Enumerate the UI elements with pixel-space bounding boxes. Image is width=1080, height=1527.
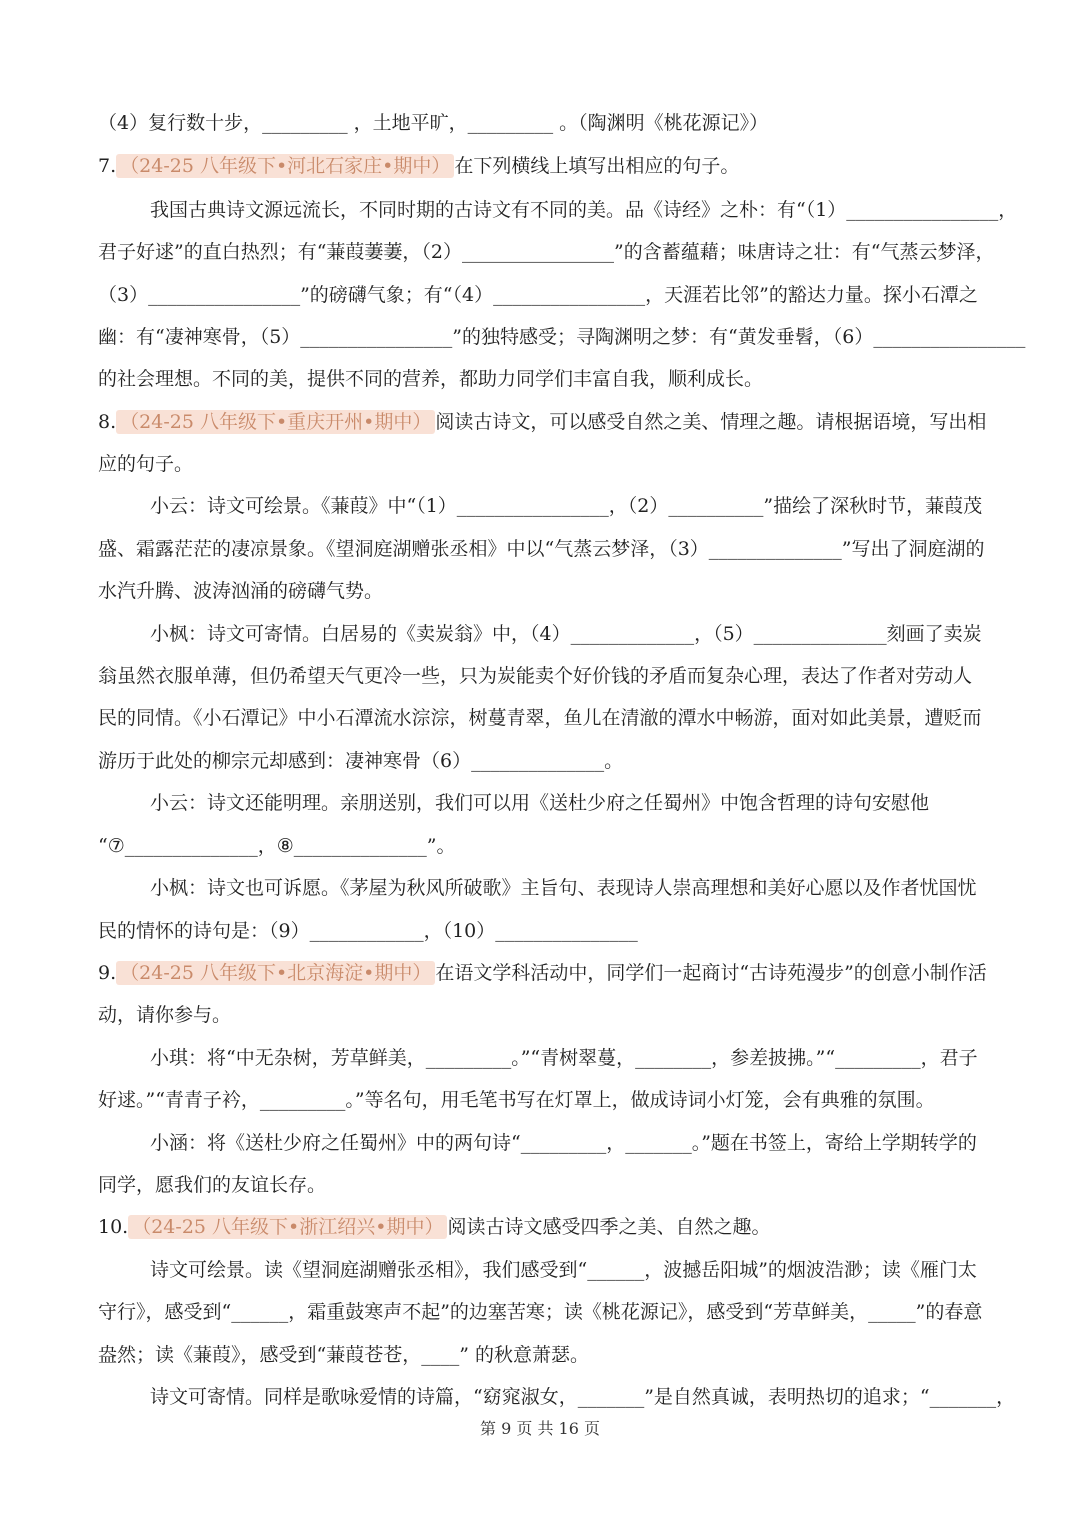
q10-line: 盎然；读《蒹葭》，感受到“蒹葭苍苍，____” 的秋意萧瑟。: [98, 1344, 589, 1366]
q6-line-4: （4）复行数十步，_________ ，土地平旷，_________ 。（陶渊明《桃花源记》）: [98, 112, 769, 134]
q8-line: 水汽升腾、波涛汹涌的磅礴气势。: [98, 580, 384, 602]
q8-line: 民的同情。《小石潭记》中小石潭流水淙淙，树蔓青翠，鱼儿在清澈的潭水中畅游，面对如此美景，遭贬而: [98, 707, 982, 729]
page-number-footer: 第 9 页 共 16 页: [480, 1419, 600, 1438]
q9-line: 好逑。”“青青子衿，_________。”等名句，用毛笔书写在灯罩上，做成诗词小灯笼，会有典雅的氛围。: [98, 1089, 935, 1111]
q9-line: 小涵：将《送杜少府之任蜀州》中的两句诗“_________，_______。”题在书签上，寄给上学期转学的: [150, 1132, 977, 1154]
question-7-heading: [98, 151, 982, 181]
q8-line: 小云：诗文还能明理。亲朋送别，我们可以用《送杜少府之任蜀州》中饱含哲理的诗句安慰他: [150, 792, 930, 814]
q10-line: 诗文可寄情。同样是歌咏爱情的诗篇，“窈窕淑女，_______”是自然真诚，表明热切的追求；“_______，: [150, 1386, 1016, 1408]
q8-line: 小云：诗文可绘景。《蒹葭》中“（1）________________，（2）__________”描绘了深秋时节，蒹葭茂: [150, 495, 983, 517]
question-9-prompt: 在语文学科活动中，同学们一起商讨“古诗苑漫步”的创意小制作活: [435, 962, 987, 984]
question-7-number: 7.: [98, 155, 117, 177]
question-8-prompt: 阅读古诗文，可以感受自然之美、情理之趣。请根据语境，写出相: [435, 411, 987, 433]
q7-para-line: 的社会理想。不同的美，提供不同的营养，都助力同学们丰富自我，顺利成长。: [98, 368, 764, 390]
question-9-number: 9.: [98, 962, 117, 984]
q8-line: 游历于此处的柳宗元却感到：凄神寒骨（6）______________。: [98, 750, 624, 772]
question-7-source-tag: （24-25 八年级下•河北石家庄•期中）: [116, 154, 454, 178]
q9-line: 小琪：将“中无杂树，芳草鲜美，_________。”“青树翠蔓，________，参差披拂。”“_________，君子: [150, 1047, 978, 1069]
q10-line: 守行》，感受到“______，霜重鼓寒声不起”的边塞苦寒；读《桃花源记》，感受到“芳草鲜美，_____”的春意: [98, 1301, 983, 1323]
q8-line: 小枫：诗文也可诉愿。《茅屋为秋风所破歌》主旨句、表现诗人崇高理想和美好心愿以及作者忧国忧: [150, 877, 977, 899]
question-10-heading: [98, 1212, 982, 1242]
q8-line: 小枫：诗文可寄情。白居易的《卖炭翁》中，（4）_____________，（5）______________刻画了卖炭: [150, 623, 982, 645]
question-7-prompt: 在下列横线上填写出相应的句子。: [454, 155, 740, 177]
q9-line: 动，请你参与。: [98, 1004, 232, 1026]
q9-line: 同学，愿我们的友谊长存。: [98, 1174, 327, 1196]
question-10-prompt: 阅读古诗文感受四季之美、自然之趣。: [447, 1216, 771, 1238]
q7-para-line: 君子好逑”的直白热烈；有“蒹葭萋萋，（2）________________”的含蓄蕴藉；味唐诗之壮：有“气蒸云梦泽，: [98, 241, 995, 263]
question-8-source-tag: （24-25 八年级下•重庆开州•期中）: [116, 410, 435, 434]
q8-line: 民的情怀的诗句是：（9）____________，（10）_______________: [98, 920, 638, 942]
q10-line: 诗文可绘景。读《望洞庭湖赠张丞相》，我们感受到“______，波撼岳阳城”的烟波浩渺；读《雁门太: [150, 1259, 977, 1281]
question-8-heading: [98, 407, 987, 437]
q7-para-line: 幽：有“凄神寒骨，（5）________________”的独特感受；寻陶渊明之梦：有“黄发垂髫，（6）________________: [98, 326, 1026, 348]
question-8-number: 8.: [98, 411, 117, 433]
q8-line: 盛、霜露茫茫的凄凉景象。《望洞庭湖赠张丞相》中以“气蒸云梦泽，（3）______________”写出了洞庭湖的: [98, 538, 985, 560]
q8-line: 应的句子。: [98, 453, 194, 475]
q8-line: 翁虽然衣服单薄，但仍希望天气更冷一些，只为炭能卖个好价钱的矛盾而复杂心理，表达了作者对劳动人: [98, 665, 973, 687]
question-9-heading: [98, 958, 987, 988]
question-9-source-tag: （24-25 八年级下•北京海淀•期中）: [116, 961, 435, 985]
q7-para-line: 我国古典诗文源远流长，不同时期的古诗文有不同的美。品《诗经》之朴：有“（1）________________，: [150, 199, 1018, 221]
q7-para-line: （3）________________”的磅礴气象；有“（4）________________，天涯若比邻”的豁达力量。探小石潭之: [98, 284, 978, 306]
question-10-source-tag: （24-25 八年级下•浙江绍兴•期中）: [128, 1215, 447, 1239]
question-10-number: 10.: [98, 1216, 129, 1238]
q8-line: “⑦______________，⑧______________”。: [98, 835, 456, 857]
